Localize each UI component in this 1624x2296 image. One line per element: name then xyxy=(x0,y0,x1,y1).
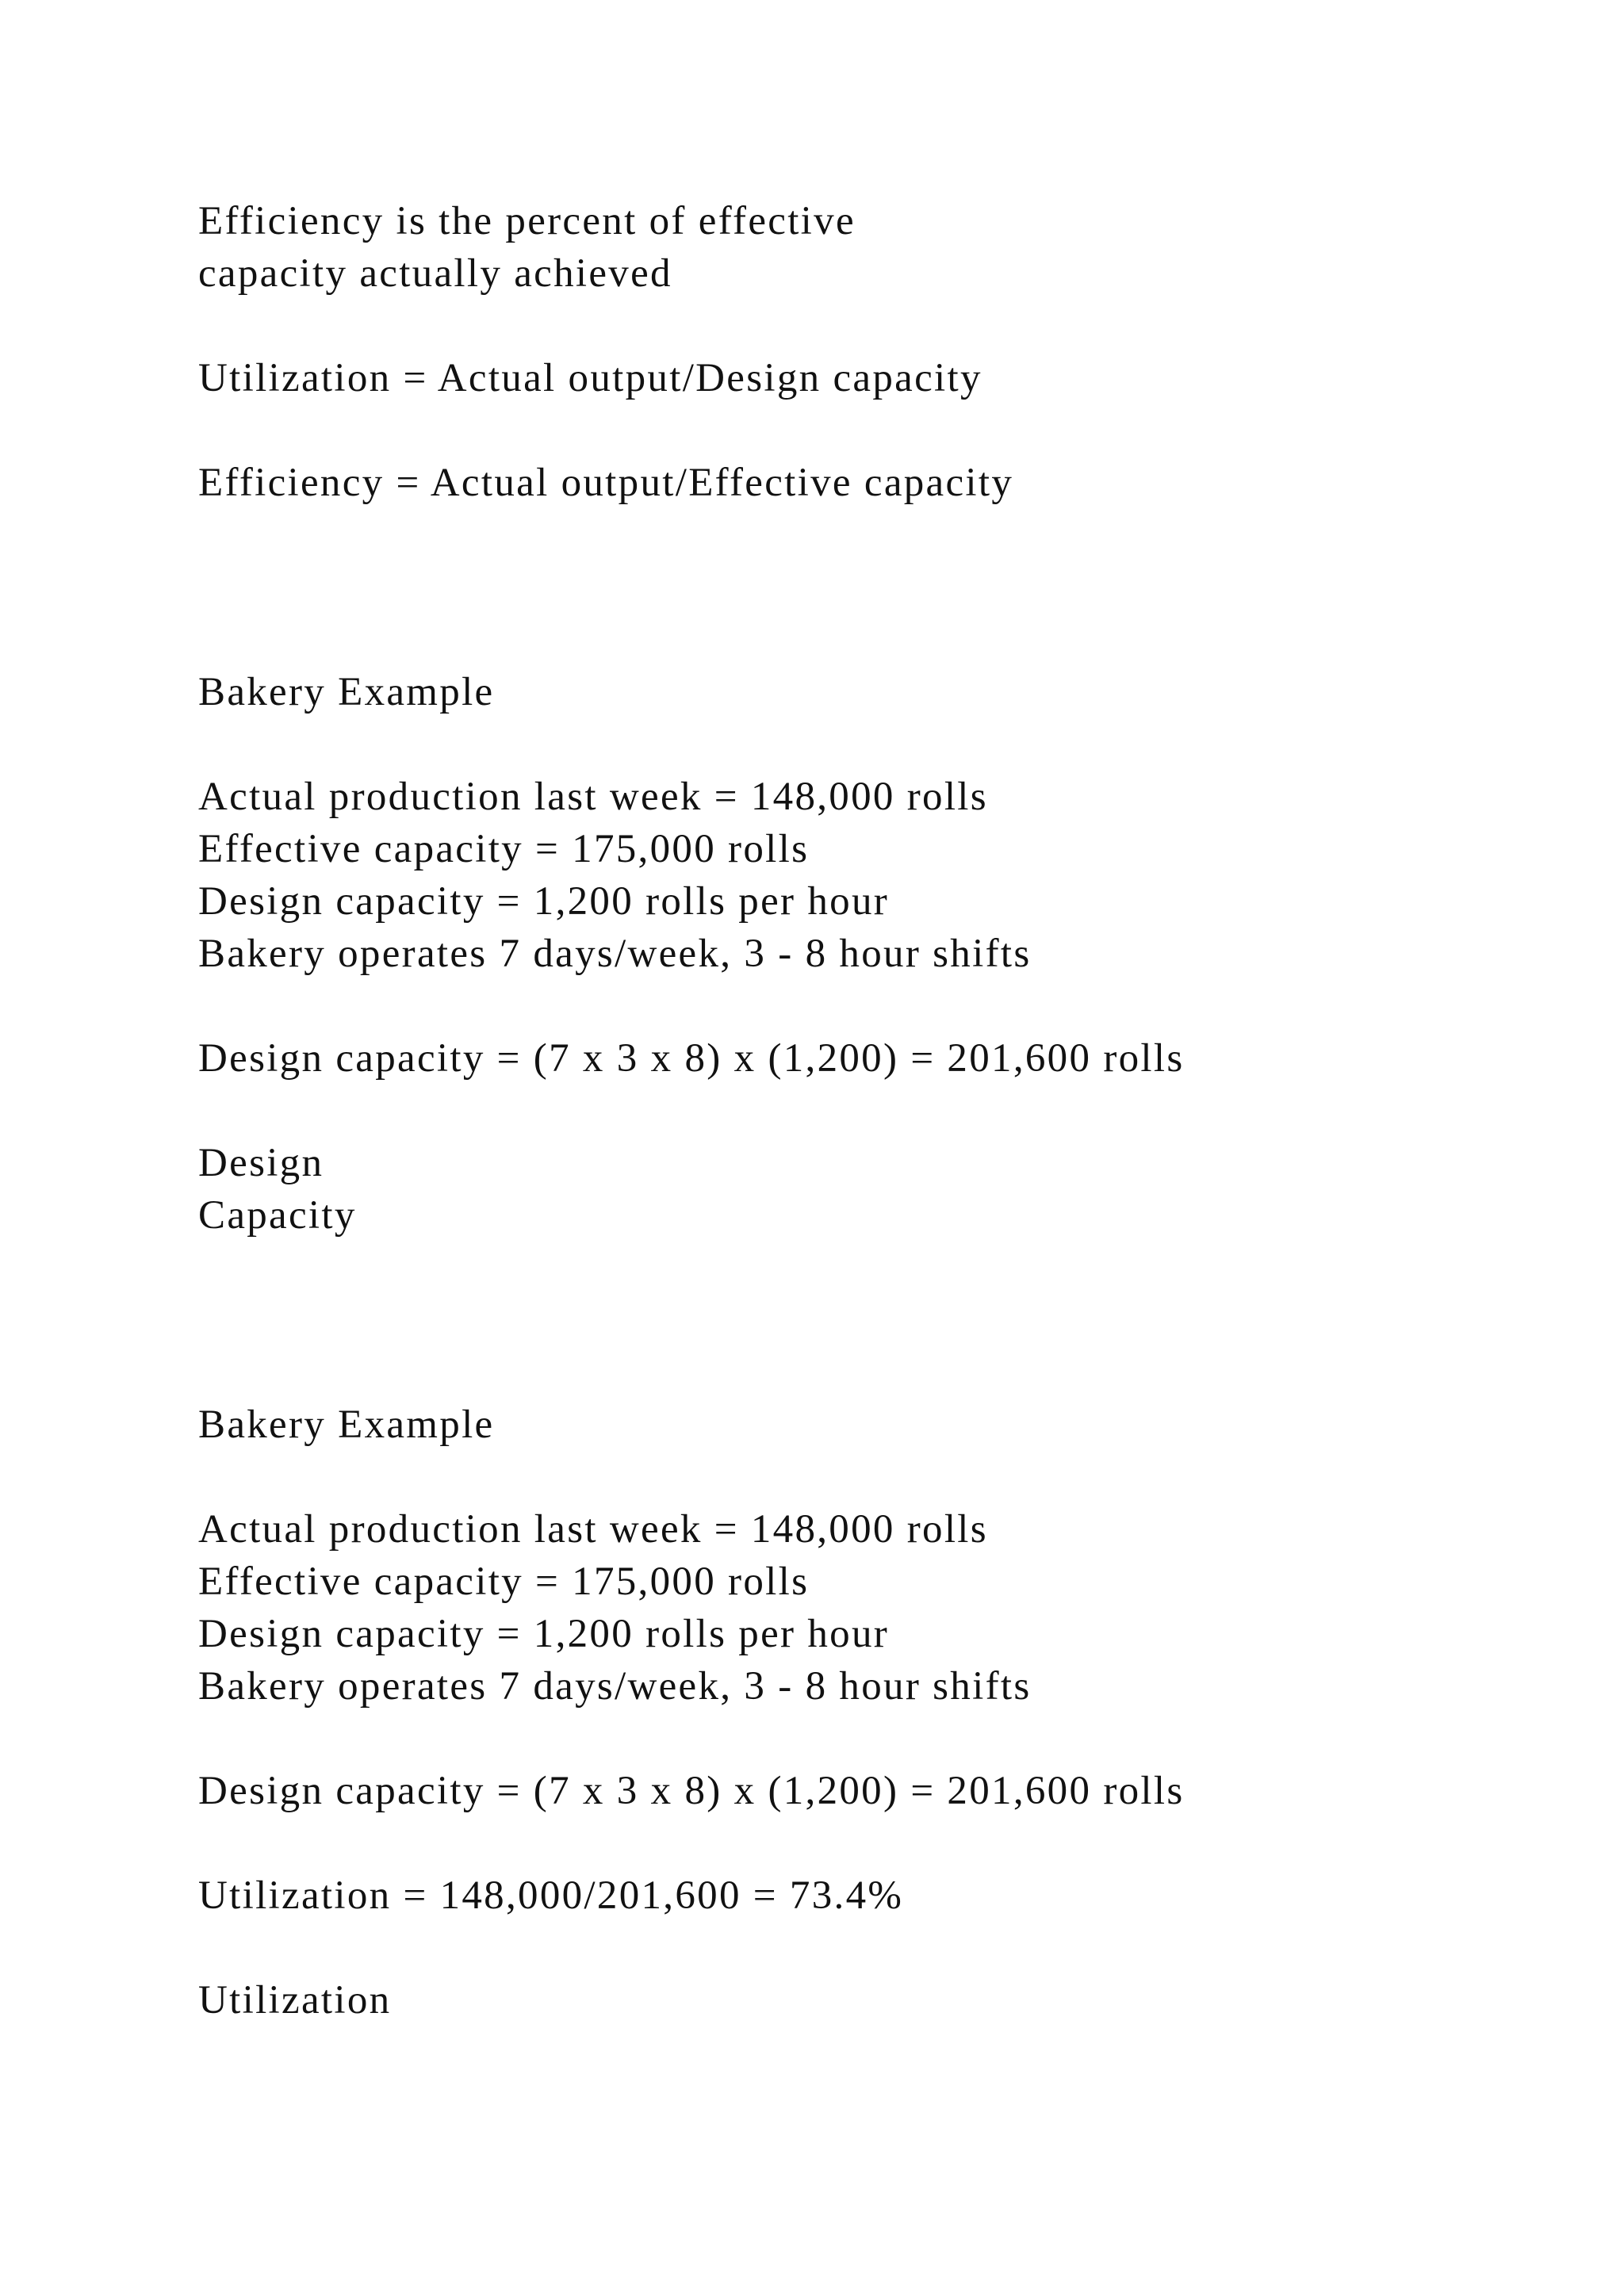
utilization-calculation: Utilization = 148,000/201,600 = 73.4% xyxy=(198,1873,904,1918)
design-capacity-label-line-2: Capacity xyxy=(198,1193,357,1238)
effective-capacity-line: Effective capacity = 175,000 rolls xyxy=(198,827,810,871)
design-capacity-calculation: Design capacity = (7 x 3 x 8) x (1,200) = 201,600 rolls xyxy=(198,1036,1185,1081)
utilization-label: Utilization xyxy=(198,1978,392,2022)
section-heading-bakery-example: Bakery Example xyxy=(198,1402,495,1447)
bakery-operations-line: Bakery operates 7 days/week, 3 - 8 hour shifts xyxy=(198,1664,1032,1709)
utilization-formula: Utilization = Actual output/Design capacity xyxy=(198,356,982,400)
efficiency-formula: Efficiency = Actual output/Effective capacity xyxy=(198,461,1014,505)
section-heading-bakery-example: Bakery Example xyxy=(198,670,495,714)
design-capacity-rate-line: Design capacity = 1,200 rolls per hour xyxy=(198,879,890,924)
design-capacity-label-line-1: Design xyxy=(198,1141,324,1185)
efficiency-definition-line-2: capacity actually achieved xyxy=(198,251,672,296)
efficiency-definition-line-1: Efficiency is the percent of effective xyxy=(198,199,856,243)
actual-production-line: Actual production last week = 148,000 rolls xyxy=(198,775,988,819)
design-capacity-rate-line: Design capacity = 1,200 rolls per hour xyxy=(198,1612,890,1656)
actual-production-line: Actual production last week = 148,000 rolls xyxy=(198,1507,988,1552)
bakery-operations-line: Bakery operates 7 days/week, 3 - 8 hour shifts xyxy=(198,932,1032,976)
design-capacity-calculation: Design capacity = (7 x 3 x 8) x (1,200) = 201,600 rolls xyxy=(198,1769,1185,1813)
effective-capacity-line: Effective capacity = 175,000 rolls xyxy=(198,1559,810,1604)
